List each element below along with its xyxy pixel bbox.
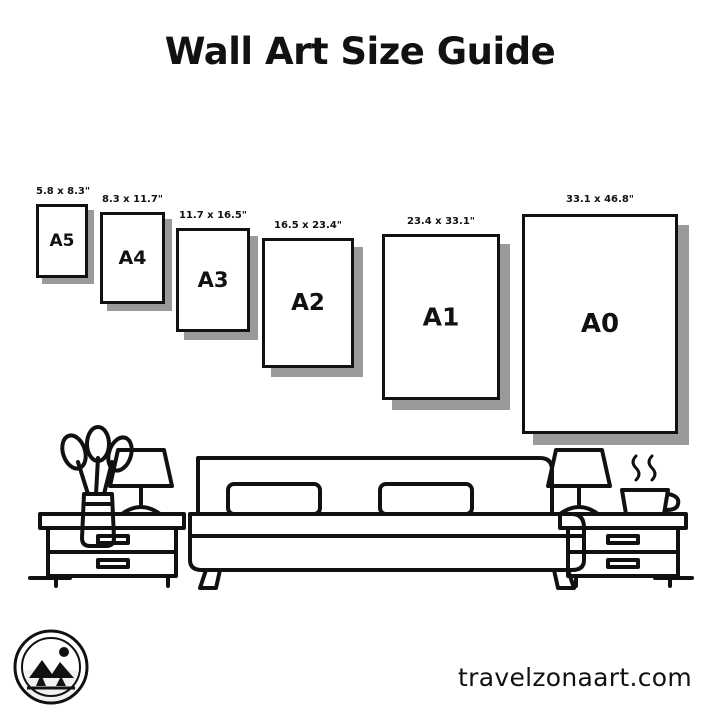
frame-item-a4[interactable] xyxy=(100,194,165,304)
frame-item-a3[interactable] xyxy=(176,210,250,332)
bedroom-svg xyxy=(0,378,720,603)
left-table-lamp xyxy=(110,450,172,514)
bedroom-illustration xyxy=(0,378,720,603)
frame-name-a0: A0 xyxy=(580,309,620,339)
frame-name-a4: A4 xyxy=(118,247,147,269)
frame-dimensions-a2: 16.5 x 23.4" xyxy=(274,220,342,231)
frame-item-a2[interactable] xyxy=(262,220,354,368)
right-nightstand xyxy=(560,514,686,586)
website-url[interactable]: travelzonaart.com xyxy=(458,663,692,692)
frame-name-a3: A3 xyxy=(197,268,229,292)
frame-box-a3 xyxy=(176,228,250,332)
frame-name-a5: A5 xyxy=(49,231,75,251)
frame-dimensions-a0: 33.1 x 46.8" xyxy=(566,194,634,205)
frame-dimensions-a4: 8.3 x 11.7" xyxy=(101,194,163,205)
frame-item-a5[interactable] xyxy=(36,186,91,278)
brand-logo[interactable] xyxy=(12,628,90,706)
frame-item-a1[interactable] xyxy=(382,216,500,400)
page-footer xyxy=(0,615,720,720)
bed-with-two-pillows xyxy=(190,458,584,588)
frame-dimensions-a5: 5.8 x 8.3" xyxy=(36,186,91,197)
page-title: Wall Art Size Guide xyxy=(164,30,556,73)
right-table-lamp xyxy=(548,450,610,514)
frame-box-a2 xyxy=(262,238,354,368)
frame-size-row xyxy=(0,100,720,400)
frame-box-a5 xyxy=(36,204,88,278)
brand-logo-icon xyxy=(12,628,90,706)
coffee-cup xyxy=(622,456,678,514)
frame-box-a4 xyxy=(100,212,165,304)
frame-name-a1: A1 xyxy=(422,302,460,332)
frame-box-a1 xyxy=(382,234,500,400)
frame-dimensions-a3: 11.7 x 16.5" xyxy=(179,210,247,221)
frame-name-a2: A2 xyxy=(291,290,325,316)
frame-dimensions-a1: 23.4 x 33.1" xyxy=(407,216,475,227)
